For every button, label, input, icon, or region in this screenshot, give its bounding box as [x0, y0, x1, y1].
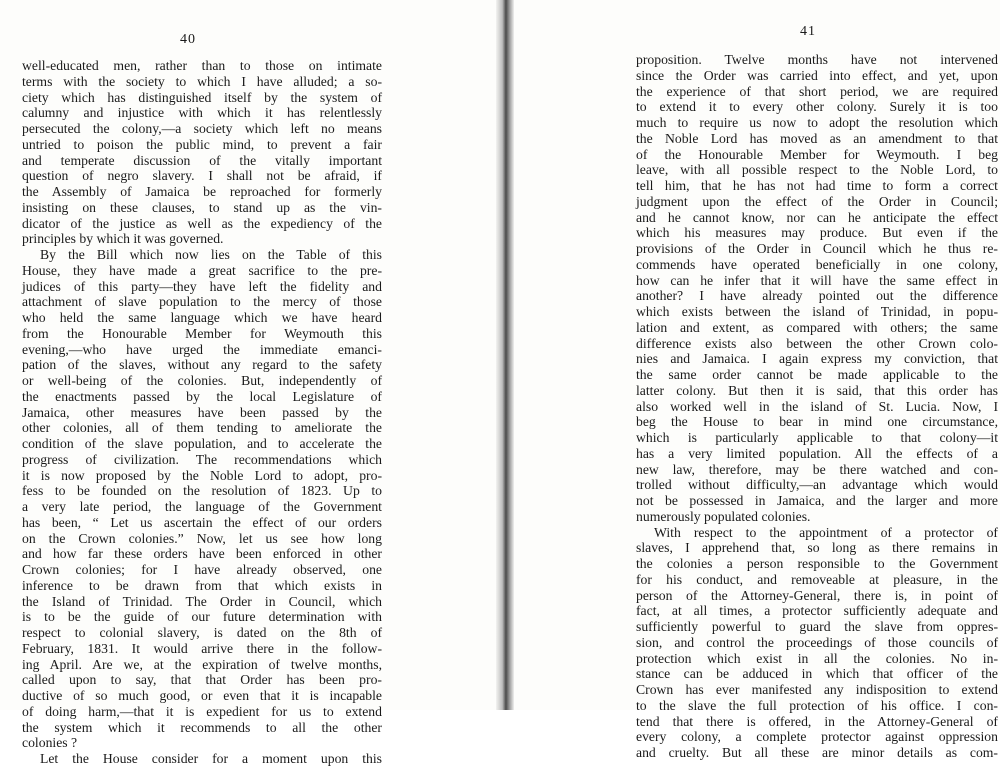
text-line: the colonies a person responsible to the Government: [636, 556, 998, 571]
text-line: Let the House consider for a moment upon this: [40, 751, 382, 766]
right-page: [512, 0, 1000, 760]
text-line: called upon to say, that that Order has been pro-: [22, 672, 382, 688]
text-line: protection which exist in all the colonies. No in-: [636, 650, 998, 666]
text-line: By the Bill which now lies on the Table of this: [40, 247, 382, 262]
text-line: other colonies, all of them tending to ameliorate the: [22, 420, 382, 436]
text-line: fess to be founded on the resolution of 1823. Up to: [22, 483, 382, 499]
text-line: persecuted the colony,—a society which left no means: [22, 121, 382, 136]
text-line: numerously populated colonies.: [636, 508, 811, 524]
text-line: colonies ?: [22, 735, 78, 751]
text-line: Crown has ever manifested any indisposition to extend: [636, 682, 998, 697]
text-line: stance can be adduced in which that officer of the: [636, 666, 998, 682]
text-line: or well-being of the colonies. But, independently of: [22, 373, 382, 388]
text-line: calumny and injustice with which it has relentlessly: [22, 105, 382, 121]
text-line: February, 1831. It would arrive there in the follow-: [22, 640, 382, 656]
text-line: slaves, I apprehend that, so long as there remains in: [636, 540, 998, 556]
text-line: it is now proposed by the Noble Lord to adopt, pro-: [22, 467, 382, 483]
text-line: condition of the slave population, and to accelerate the: [22, 436, 382, 451]
text-line: sion, and control the proceedings of those councils of: [636, 634, 998, 650]
left-page-number: 40: [180, 32, 196, 47]
text-line: who held the same language which we have heard: [22, 310, 382, 325]
text-line: fact, at all times, a protector sufficiently adequate and: [636, 603, 998, 619]
text-line: question of negro slavery. I shall not be afraid, if: [22, 168, 382, 184]
text-line: judgment upon the effect of the Order in Council;: [636, 193, 998, 209]
text-line: from the Honourable Member for Weymouth this: [22, 325, 382, 341]
right-page-text: [636, 52, 998, 761]
text-line: dicator of the justice as well as the expediency of the: [22, 215, 382, 231]
text-line: every colony, a complete protector against oppression: [636, 729, 998, 745]
text-line: terms with the society to which I have alluded; a so-: [22, 73, 382, 89]
text-line: lation and extent, as compared with others; the same: [636, 319, 998, 335]
text-line: leave, with all possible respect to the Noble Lord, to: [636, 162, 998, 178]
text-line: inference to be drawn from that which exists in: [22, 577, 382, 593]
text-line: With respect to the appointment of a protector of: [654, 524, 998, 540]
right-page-number: 41: [800, 24, 816, 39]
text-line: ductive of so much good, or even that it is incapable: [22, 688, 382, 703]
text-line: the Island of Trinidad. The Order in Council, which: [22, 593, 382, 609]
text-line: is to be the guide of our future determination with: [22, 609, 382, 625]
text-line: and how far these orders have been enforced in other: [22, 546, 382, 562]
text-line: Jamaica, other measures have been passed by the: [22, 404, 382, 420]
text-line: ciety which has distinguished itself by the system of: [22, 89, 382, 105]
text-line: a very late period, the language of the Government: [22, 499, 382, 514]
text-line: which exists between the island of Trinidad, in popu-: [636, 304, 998, 319]
text-line: evening,—who have urged the immediate emanci-: [22, 341, 382, 357]
text-line: trolled without difficulty,—an advantage which would: [636, 477, 998, 493]
text-line: much to require us now to adopt the resolution which: [636, 115, 998, 130]
text-line: the system which it recommends to all the other: [22, 719, 382, 735]
text-line: difference exists also between the other Crown colo-: [636, 335, 998, 351]
text-line: provisions of the Order in Council which he thus re-: [636, 241, 998, 256]
text-line: insisting on these clauses, to stand up as the vin-: [22, 199, 382, 215]
text-line: and cruelty. But all these are minor details as com-: [636, 745, 998, 760]
text-line: ing April. Are we, at the expiration of twelve months,: [22, 656, 382, 672]
left-page-text: [22, 58, 382, 767]
text-line: beg the House to bear in mind one circumstance,: [636, 414, 998, 430]
text-line: tell him, that he has not had time to form a correct: [636, 178, 998, 193]
left-page: [0, 0, 500, 766]
text-line: judices of this party—they have left the fidelity and: [22, 278, 382, 294]
text-line: the Noble Lord has moved as an amendment to that: [636, 130, 998, 146]
text-line: Crown colonies; for I have already observed, one: [22, 562, 382, 577]
text-line: attachment of slave population to the mercy of those: [22, 294, 382, 310]
text-line: of doing harm,—that it is expedient for us to extend: [22, 703, 382, 719]
text-line: pation of the slaves, without any regard to the safety: [22, 357, 382, 373]
text-line: nies and Jamaica. I again express my conviction, that: [636, 351, 998, 367]
text-line: person of the Attorney-General, there is, in point of: [636, 587, 998, 603]
text-line: another? I have already pointed out the difference: [636, 288, 998, 304]
text-line: since the Order was carried into effect, and yet, upon: [636, 67, 998, 83]
text-line: commends have operated beneficially in one colony,: [636, 256, 998, 272]
text-line: has a very limited population. All the effects of a: [636, 445, 998, 461]
text-line: the enactments passed by the local Legislature of: [22, 388, 382, 404]
text-line: for his conduct, and removeable at pleasure, in the: [636, 571, 998, 587]
text-line: which is particularly applicable to that colony—it: [636, 430, 998, 445]
text-line: the same order cannot be made applicable to the: [636, 367, 998, 382]
text-line: has been, “ Let us ascertain the effect of our orders: [22, 514, 382, 530]
text-line: and temperate discussion of the vitally important: [22, 152, 382, 168]
text-line: also worked well in the island of St. Lucia. Now, I: [636, 398, 998, 414]
text-line: untried to poison the public mind, to prevent a fair: [22, 136, 382, 152]
text-line: sufficiently powerful to guard the slave from oppres-: [636, 619, 998, 634]
text-line: how can he infer that it will have the same effect in: [636, 272, 998, 288]
text-line: respect to colonial slavery, is dated on the 8th of: [22, 625, 382, 640]
text-line: proposition. Twelve months have not intervened: [636, 52, 998, 67]
text-line: to extend it to every other colony. Surely it is too: [636, 99, 998, 115]
text-line: which his measures may produce. But even if the: [636, 225, 998, 241]
text-line: to the slave the full protection of his office. I con-: [636, 697, 998, 713]
text-line: principles by which it was governed.: [22, 231, 224, 247]
text-line: the Assembly of Jamaica be reproached for formerly: [22, 184, 382, 199]
text-line: new law, therefore, may be there watched and con-: [636, 461, 998, 477]
text-line: tend that there is offered, in the Attorney-General of: [636, 713, 998, 729]
text-line: latter colony. But then it is said, that this order has: [636, 382, 998, 398]
text-line: the experience of that short period, we are required: [636, 83, 998, 99]
text-line: and he cannot know, nor can he anticipate the effect: [636, 209, 998, 225]
text-line: progress of civilization. The recommendations which: [22, 451, 382, 467]
text-line: House, they have made a great sacrifice to the pre-: [22, 262, 382, 278]
text-line: well-educated men, rather than to those on intimate: [22, 58, 382, 73]
text-line: of the Honourable Member for Weymouth. I beg: [636, 146, 998, 162]
text-line: not be possessed in Jamaica, and the larger and more: [636, 493, 998, 508]
text-line: on the Crown colonies.” Now, let us see how long: [22, 530, 382, 546]
